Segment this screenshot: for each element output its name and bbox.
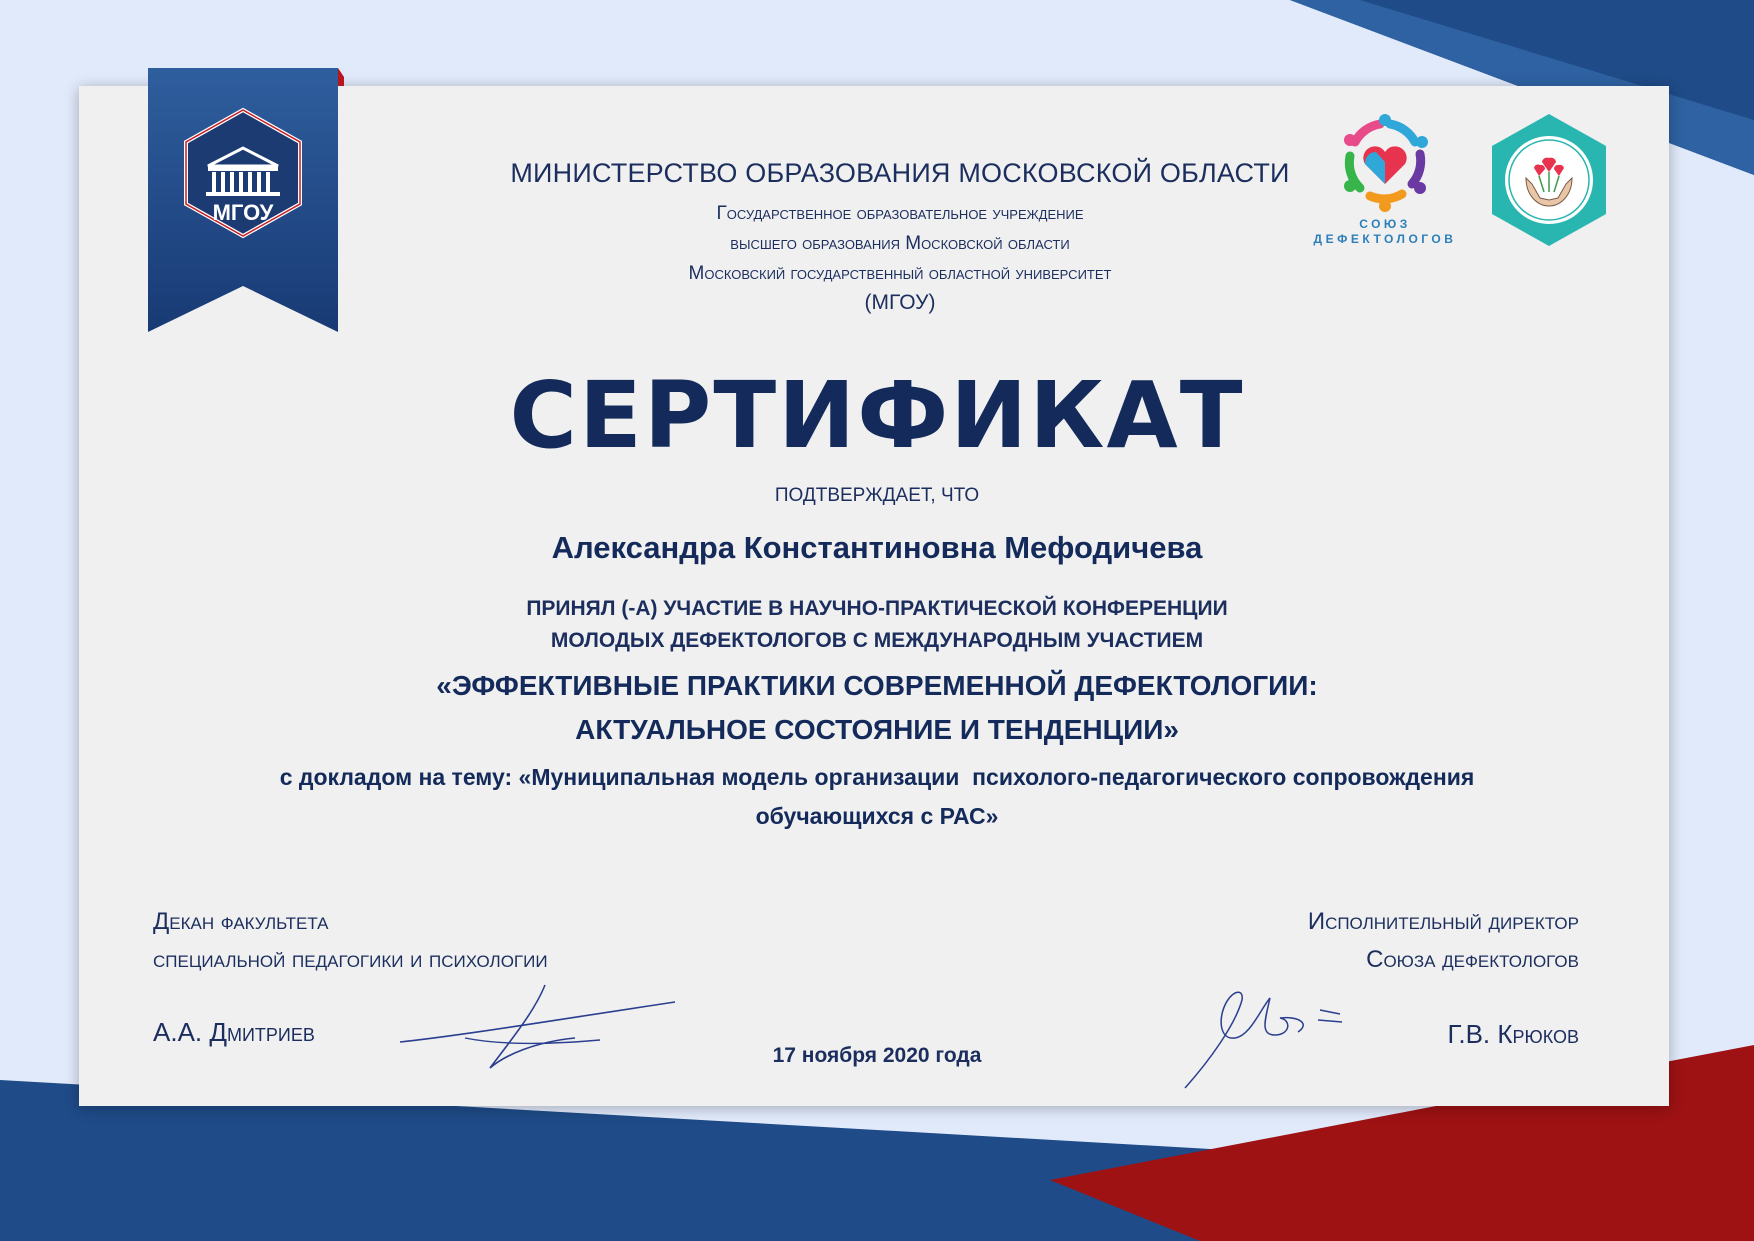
svg-text:МГОУ: МГОУ bbox=[212, 200, 274, 225]
right-signatory-title-line-1: Исполнительный директор bbox=[1307, 908, 1579, 935]
conference-title-line-1: «ЭФФЕКТИВНЫЕ ПРАКТИКИ СОВРЕМЕННОЙ ДЕФЕКТОЛОГИИ: bbox=[436, 670, 1318, 701]
issue-date: 17 ноября 2020 года bbox=[772, 1044, 982, 1067]
right-signatory-title bbox=[1308, 903, 1579, 979]
university-ribbon bbox=[148, 68, 344, 332]
right-signatory-name: Г.В. Крюков bbox=[1447, 1019, 1579, 1049]
right-signature-icon bbox=[1180, 980, 1355, 1092]
confirms-label: ПОДТВЕРЖДАЕТ, ЧТО bbox=[774, 485, 980, 506]
teal-hexagon-logo bbox=[1488, 112, 1610, 248]
recipient-name: Александра Константиновна Мефодичева bbox=[551, 530, 1203, 565]
report-topic-line-2: обучающихся с РАС» bbox=[755, 803, 999, 829]
union-logo-text: СОЮЗ ДЕФЕКТОЛОГОВ bbox=[1313, 217, 1457, 246]
institution-line-2: высшего образования Московской области bbox=[730, 233, 1070, 254]
conference-title-line-2: АКТУАЛЬНОЕ СОСТОЯНИЕ И ТЕНДЕНЦИИ» bbox=[575, 714, 1179, 745]
right-signatory-title-line-2: Союза дефектологов bbox=[1366, 946, 1579, 973]
left-signature-icon bbox=[395, 980, 680, 1075]
left-signatory-title bbox=[153, 903, 548, 979]
report-topic bbox=[180, 758, 1574, 836]
participation-line-2: МОЛОДЫХ ДЕФЕКТОЛОГОВ С МЕЖДУНАРОДНЫМ УЧАСТИЕМ bbox=[550, 629, 1204, 652]
left-signatory-title-line-2: специальной педагогики и психологии bbox=[153, 946, 548, 973]
header bbox=[440, 158, 1360, 317]
ministry-title: МИНИСТЕРСТВО ОБРАЗОВАНИЯ МОСКОВСКОЙ ОБЛАСТИ bbox=[510, 158, 1290, 188]
report-topic-line-1: с докладом на тему: «Муниципальная модель организации психолого-педагогического сопровождения bbox=[279, 764, 1475, 790]
union-logo bbox=[1305, 112, 1465, 254]
institution-line-3: Московский государственный областной университет bbox=[688, 263, 1112, 284]
union-circle-icon bbox=[1330, 112, 1440, 212]
conference-title bbox=[0, 664, 1754, 752]
institution-line-1: Государственное образовательное учреждение bbox=[716, 203, 1084, 224]
participation-line-1: ПРИНЯЛ (-А) УЧАСТИЕ В НАУЧНО-ПРАКТИЧЕСКОЙ КОНФЕРЕНЦИИ bbox=[526, 597, 1228, 620]
participation-text bbox=[0, 593, 1754, 657]
left-signatory-name: А.А. Дмитриев bbox=[153, 1017, 315, 1047]
institution-abbr: (МГОУ) bbox=[864, 291, 936, 314]
certificate-title: СЕРТИФИКАТ bbox=[509, 362, 1245, 469]
left-signatory-title-line-1: Декан факультета bbox=[153, 908, 329, 935]
